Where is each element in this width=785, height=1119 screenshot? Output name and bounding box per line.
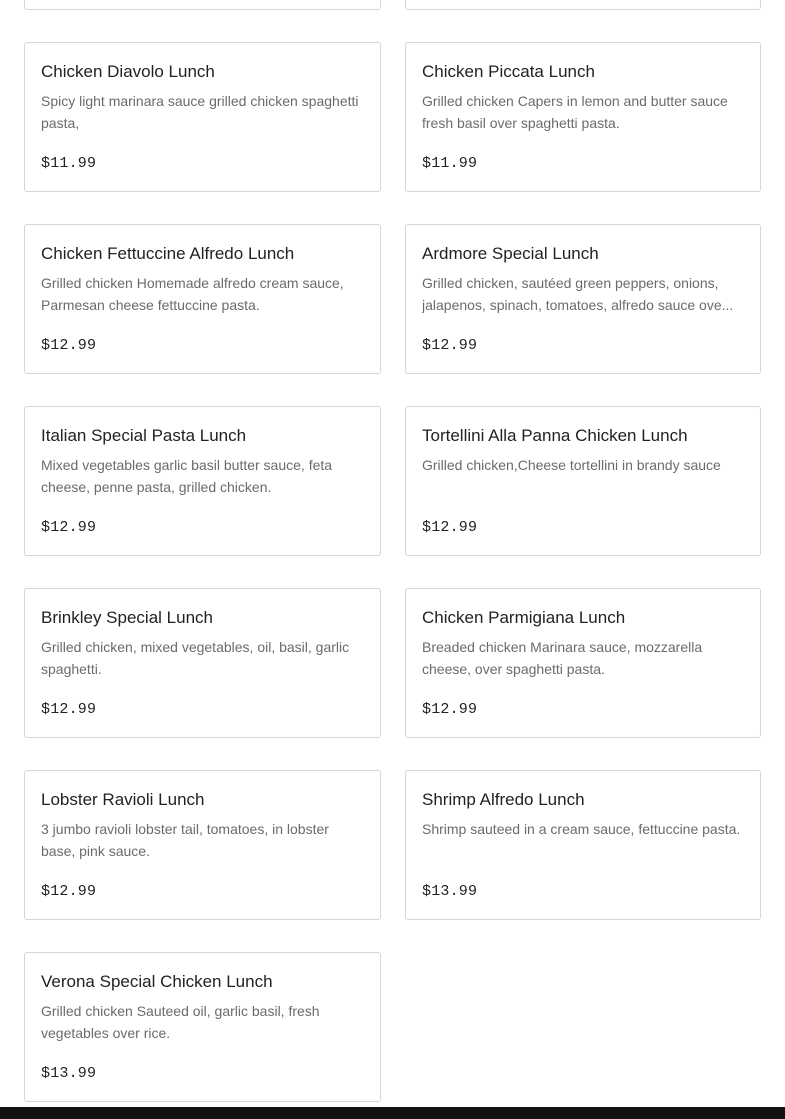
menu-item-description: Mixed vegetables garlic basil butter sauce, feta cheese, penne pasta, grilled chicken. bbox=[41, 457, 333, 495]
menu-item-card[interactable] bbox=[24, 42, 381, 192]
menu-item-card[interactable] bbox=[24, 406, 381, 556]
menu-item-price: $12.99 bbox=[41, 883, 97, 900]
menu-item-description: Grilled chicken Capers in lemon and butter sauce fresh basil over spaghetti pasta. bbox=[422, 93, 728, 131]
menu-item-name: Ardmore Special Lunch bbox=[422, 245, 599, 263]
menu-item-price: $11.99 bbox=[422, 155, 478, 172]
menu-item-name: Verona Special Chicken Lunch bbox=[41, 973, 273, 991]
menu-item-name: Italian Special Pasta Lunch bbox=[41, 427, 247, 445]
menu-item-card[interactable] bbox=[405, 588, 761, 738]
menu-item-price: $12.99 bbox=[41, 337, 97, 354]
menu-item-card[interactable] bbox=[24, 770, 381, 920]
menu-item-description: Grilled chicken Sauteed oil, garlic basil, fresh vegetables over rice. bbox=[41, 1003, 320, 1041]
menu-item-card[interactable] bbox=[405, 42, 761, 192]
menu-item-card-partial[interactable] bbox=[24, 0, 381, 10]
menu-item-price: $13.99 bbox=[422, 883, 478, 900]
menu-item-name: Lobster Ravioli Lunch bbox=[41, 791, 205, 809]
menu-item-description: 3 jumbo ravioli lobster tail, tomatoes, in lobster base, pink sauce. bbox=[41, 821, 329, 859]
menu-item-name: Chicken Parmigiana Lunch bbox=[422, 609, 626, 627]
menu-item-name: Chicken Piccata Lunch bbox=[422, 63, 595, 81]
menu-item-name: Brinkley Special Lunch bbox=[41, 609, 213, 627]
menu-item-price: $11.99 bbox=[41, 155, 97, 172]
menu-item-price: $12.99 bbox=[422, 337, 478, 354]
menu-item-description: Breaded chicken Marinara sauce, mozzarella cheese, over spaghetti pasta. bbox=[422, 639, 703, 677]
menu-item-description: Spicy light marinara sauce grilled chicken spaghetti pasta, bbox=[41, 93, 359, 131]
menu-item-description: Grilled chicken,Cheese tortellini in brandy sauce bbox=[422, 457, 721, 473]
menu-item-name: Chicken Diavolo Lunch bbox=[41, 63, 215, 81]
menu-item-price: $12.99 bbox=[41, 701, 97, 718]
menu-item-card[interactable] bbox=[405, 770, 761, 920]
footer-bar bbox=[0, 1107, 785, 1119]
menu-item-description: Grilled chicken, sautéed green peppers, onions, jalapenos, spinach, tomatoes, alfredo sauce ove... bbox=[422, 275, 734, 313]
menu-items-grid bbox=[24, 42, 761, 1102]
menu-item-name: Tortellini Alla Panna Chicken Lunch bbox=[422, 427, 688, 445]
menu-item-name: Chicken Fettuccine Alfredo Lunch bbox=[41, 245, 295, 263]
menu-item-description: Shrimp sauteed in a cream sauce, fettuccine pasta. bbox=[422, 821, 741, 837]
menu-item-name: Shrimp Alfredo Lunch bbox=[422, 791, 585, 809]
menu-item-price: $12.99 bbox=[422, 519, 478, 536]
menu-item-description: Grilled chicken Homemade alfredo cream sauce, Parmesan cheese fettuccine pasta. bbox=[41, 275, 344, 313]
menu-item-price: $12.99 bbox=[41, 519, 97, 536]
menu-item-price: $12.99 bbox=[422, 701, 478, 718]
menu-item-card[interactable] bbox=[24, 224, 381, 374]
menu-item-card-partial[interactable] bbox=[405, 0, 761, 10]
menu-item-card[interactable] bbox=[24, 952, 381, 1102]
menu-item-description: Grilled chicken, mixed vegetables, oil, basil, garlic spaghetti. bbox=[41, 639, 350, 677]
menu-item-price: $13.99 bbox=[41, 1065, 97, 1082]
menu-item-card[interactable] bbox=[405, 224, 761, 374]
menu-item-card[interactable] bbox=[405, 406, 761, 556]
menu-item-card[interactable] bbox=[24, 588, 381, 738]
